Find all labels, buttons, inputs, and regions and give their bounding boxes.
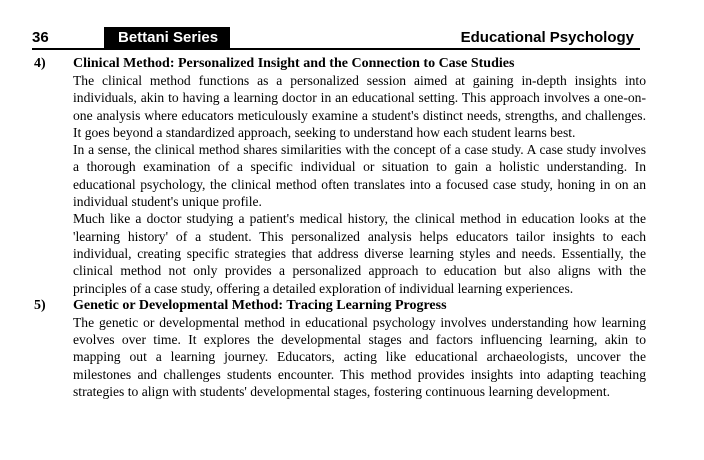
section-number: 5) (34, 297, 46, 313)
page-body (34, 55, 646, 400)
paragraph: The clinical method functions as a personalized session aimed at gaining in-depth insights into individuals, akin to having a learning doctor in an educational setting. This approach involves a one-on-one analysis where educators meticulously examine a student's distinct needs, strengths, and challenges. It goes beyond a standardized approach, seeking to understand how each student learns best. (73, 73, 646, 140)
section-developmental-method (34, 297, 646, 400)
paragraph: The genetic or developmental method in educational psychology involves understanding how learning evolves over time. It explores the developmental stages and factors influencing learning, akin to mapping out a learning journey. Educators, acting like educational archaeologists, uncover the milestones and challenges students encounter. This method provides insights into adapting teaching strategies to align with students' developmental stages, fostering continuous learning development. (73, 314, 646, 400)
paragraph: Much like a doctor studying a patient's medical history, the clinical method in education looks at the 'learning history' of a student. This personalized analysis helps educators tailor insights to each individual, creating specific strategies that address diverse learning styles and needs. Essentially, the clinical method not only provides a personalized approach to education but also aligns with the principles of a case study, offering a detailed exploration of individual learning experiences. (73, 211, 646, 296)
page-header (32, 27, 640, 50)
paragraph: In a sense, the clinical method shares similarities with the concept of a case study. A case study involves a thorough examination of a specific individual or situation to gain a holistic understanding. In educational psychology, the clinical method often translates into a focused case study, honing in on an individual student's unique profile. (73, 142, 646, 210)
section-number: 4) (34, 56, 46, 71)
page-number: 36 (32, 29, 49, 46)
section-title: Clinical Method: Personalized Insight and the Connection to Case Studies (73, 56, 515, 71)
section-clinical-method (34, 55, 646, 297)
series-label: Bettani Series (104, 27, 230, 48)
running-title: Educational Psychology (460, 29, 634, 46)
section-title: Genetic or Developmental Method: Tracing Learning Progress (73, 297, 447, 313)
